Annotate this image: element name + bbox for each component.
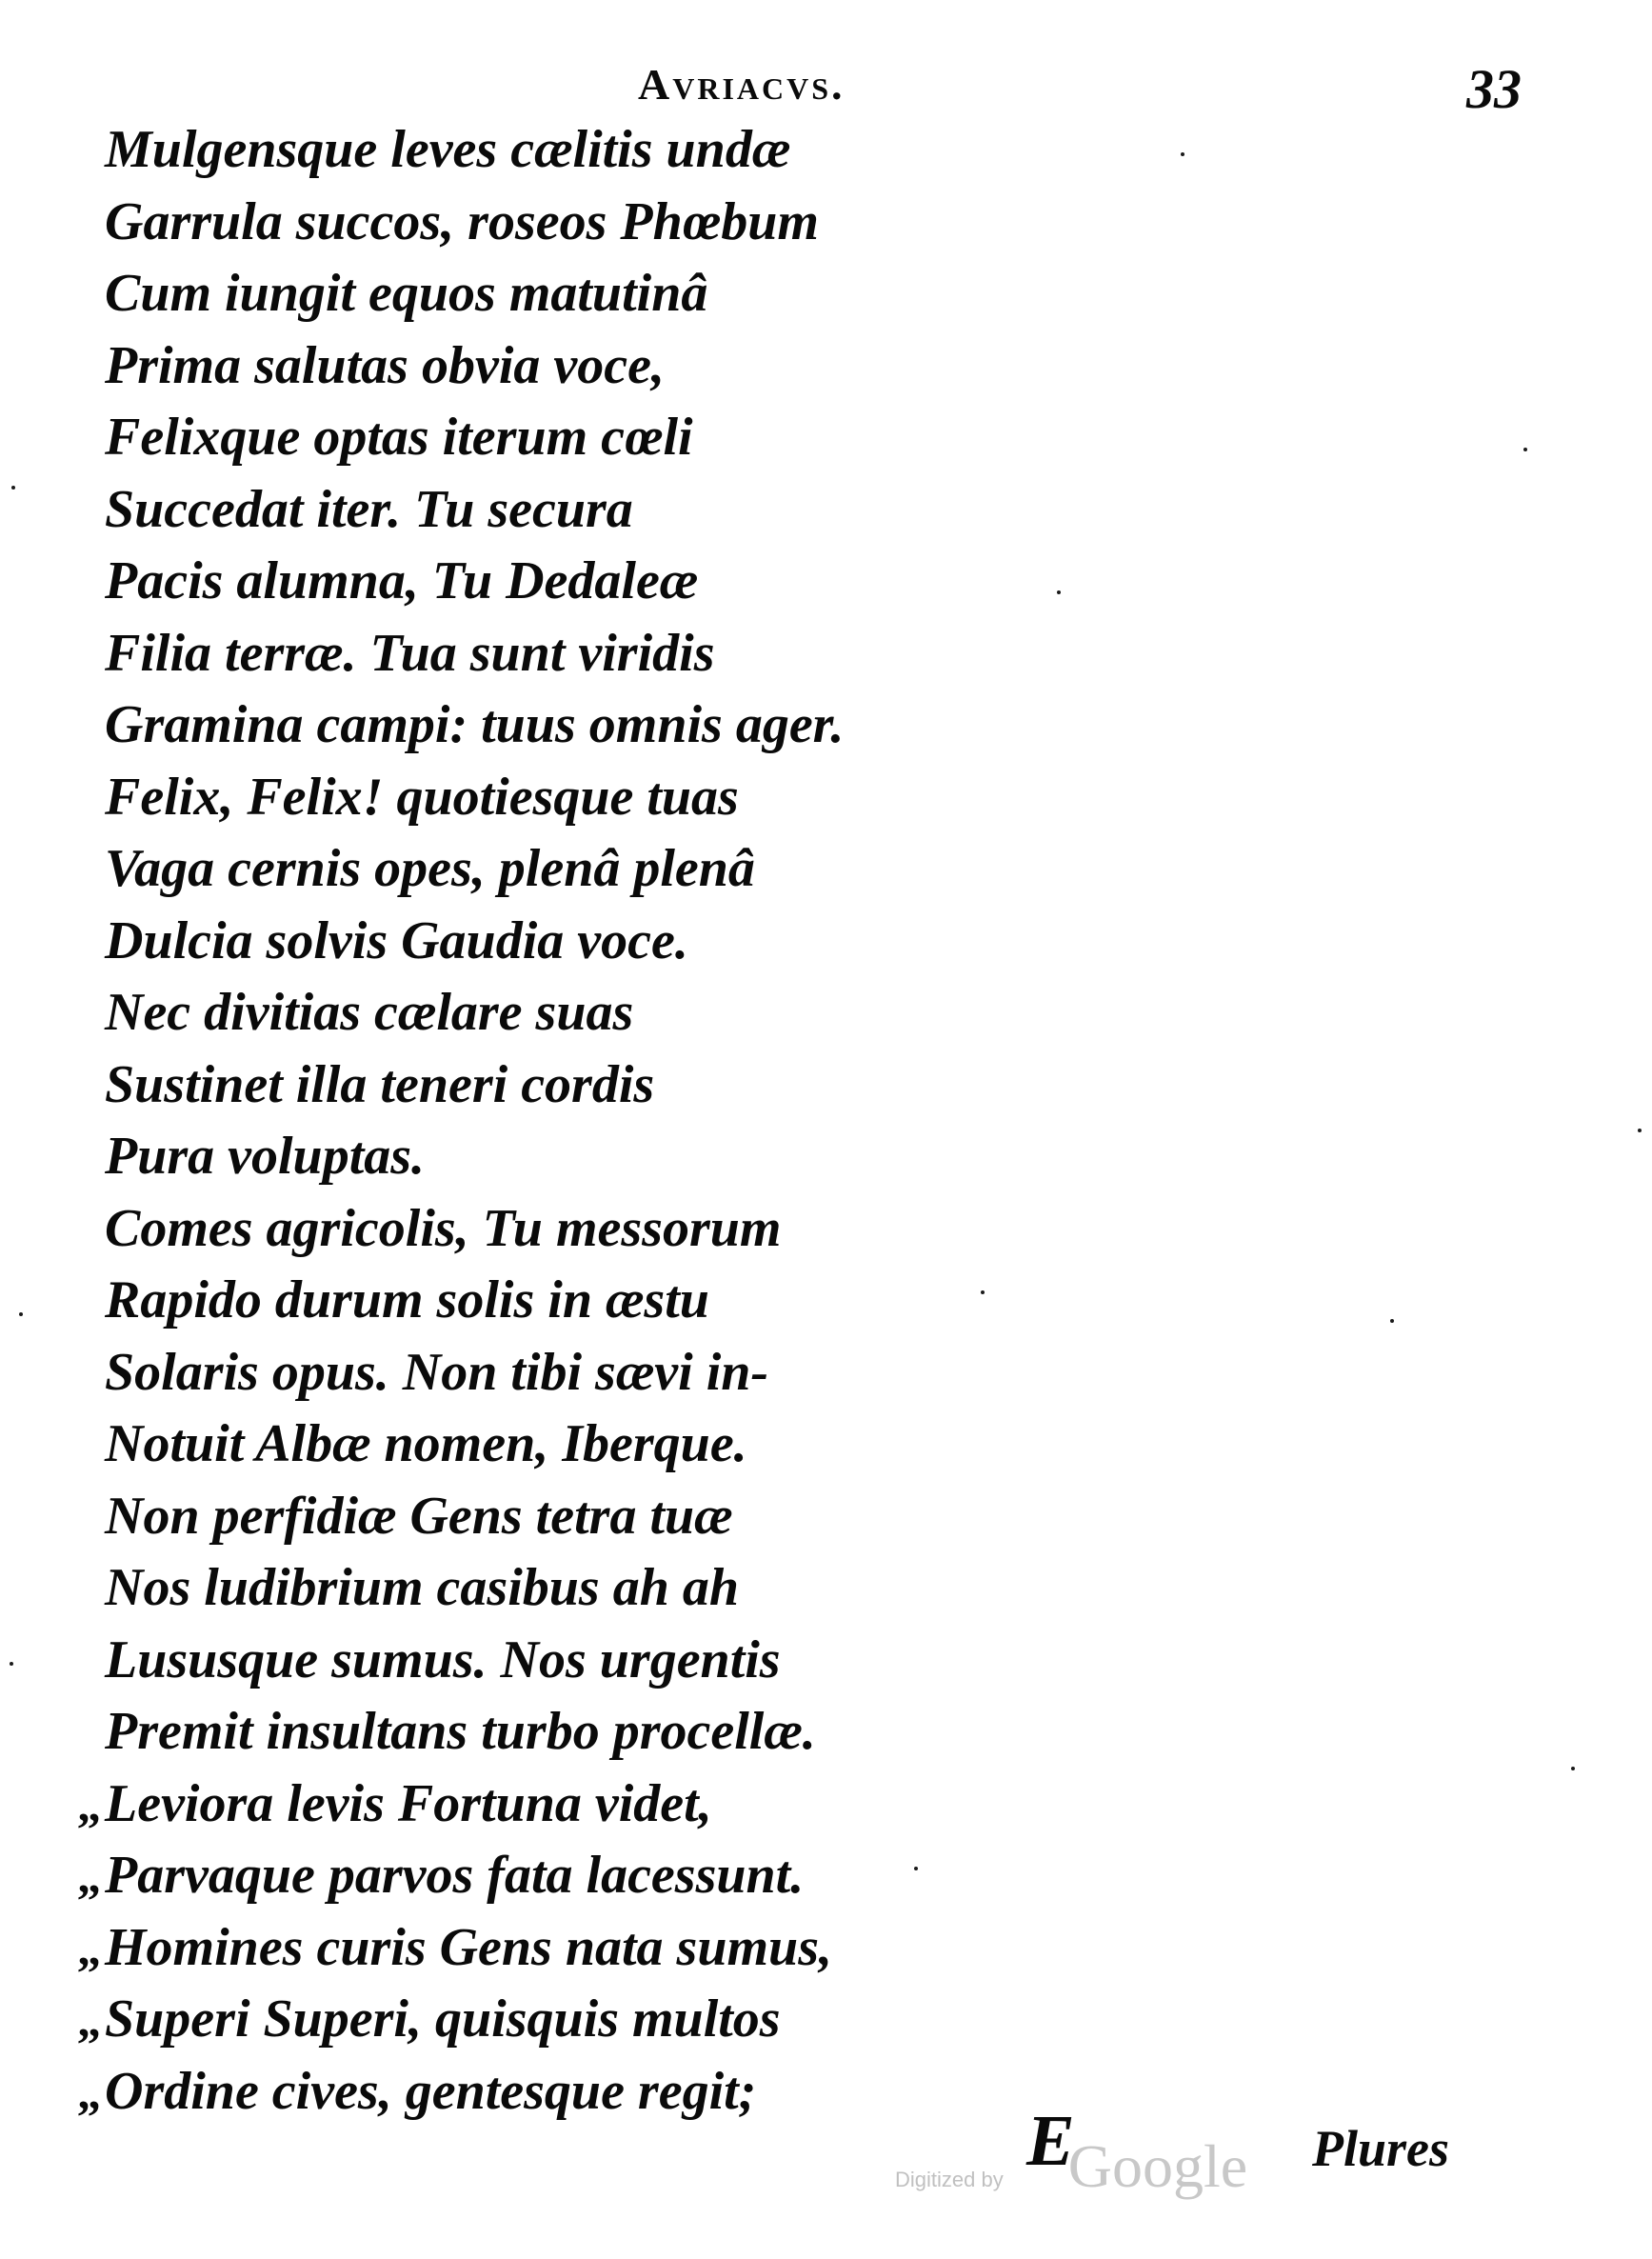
verse-line <box>105 906 962 978</box>
verse-line <box>105 258 962 330</box>
verse-text: Nos ludibrium casibus ah ah <box>105 1558 739 1617</box>
verse-text: Felix, Felix! quotiesque tuas <box>105 767 739 827</box>
verse-line <box>105 187 962 259</box>
verse-text: Homines curis Gens nata sumus, <box>105 1917 832 1977</box>
verse-text: Mulgensque leves cælitis undæ <box>105 120 791 179</box>
scan-speck <box>19 1312 23 1316</box>
signature-mark: E <box>1026 2101 1075 2181</box>
quote-mark: „ <box>77 2065 101 2119</box>
page-number: 33 <box>1466 58 1522 120</box>
verse-text: Comes agricolis, Tu messorum <box>105 1198 782 1258</box>
verse-line <box>77 2056 962 2129</box>
watermark-prefix: Digitized by <box>895 2168 1004 2191</box>
verse-block <box>77 114 962 2143</box>
scan-speck <box>1390 1319 1394 1323</box>
verse-line <box>77 1769 962 1841</box>
scan-speck <box>981 1290 985 1294</box>
verse-text: Pacis alumna, Tu Dedaleæ <box>105 551 699 610</box>
scan-speck <box>1571 1767 1575 1770</box>
verse-line <box>105 402 962 474</box>
verse-text: Filia terræ. Tua sunt viridis <box>105 623 715 683</box>
verse-text: Leviora levis Fortuna videt, <box>105 1773 712 1833</box>
verse-line <box>77 1840 962 1912</box>
verse-line <box>105 762 962 834</box>
scan-speck <box>1523 448 1527 451</box>
verse-text: Felixque optas iterum cœli <box>105 408 693 467</box>
verse-text: Nec divitias cælare suas <box>105 983 634 1042</box>
verse-line <box>105 618 962 690</box>
verse-text: Rapido durum solis in æstu <box>105 1270 709 1329</box>
quote-mark: „ <box>77 1921 101 1975</box>
quote-mark: „ <box>77 1849 101 1903</box>
verse-line <box>105 1337 962 1409</box>
quote-mark: „ <box>77 1777 101 1831</box>
verse-text: Superi Superi, quisquis multos <box>105 1989 781 2049</box>
verse-line <box>77 1912 962 1985</box>
verse-text: Parvaque parvos fata lacessunt. <box>105 1846 805 1905</box>
verse-text: Vaga cernis opes, plenâ plenâ <box>105 839 755 898</box>
scan-speck <box>1181 152 1184 156</box>
verse-line <box>105 1409 962 1481</box>
verse-text: Ordine cives, gentesque regit; <box>105 2061 757 2121</box>
verse-line <box>105 1050 962 1122</box>
verse-line <box>105 546 962 618</box>
verse-line <box>105 833 962 906</box>
verse-text: Lususque sumus. Nos urgentis <box>105 1629 781 1689</box>
verse-text: Sustinet illa teneri cordis <box>105 1054 655 1114</box>
scan-speck <box>10 1662 13 1666</box>
verse-line <box>105 1625 962 1697</box>
verse-line <box>105 1481 962 1553</box>
scan-speck <box>11 486 15 490</box>
verse-line <box>105 1193 962 1266</box>
verse-text: Solaris opus. Non tibi sævi in- <box>105 1342 769 1402</box>
verse-text: Premit insultans turbo procellæ. <box>105 1702 816 1761</box>
verse-text: Pura voluptas. <box>105 1127 426 1186</box>
verse-line <box>105 1121 962 1193</box>
running-title: Avriacvs. <box>638 60 846 109</box>
verse-text: Dulcia solvis Gaudia voce. <box>105 910 688 970</box>
verse-line <box>105 474 962 547</box>
verse-line <box>77 1984 962 2056</box>
verse-text: Succedat iter. Tu secura <box>105 479 633 539</box>
watermark-brand: Google <box>1067 2132 1248 2200</box>
verse-text: Gramina campi: tuus omnis ager. <box>105 695 845 754</box>
verse-line <box>105 114 962 187</box>
verse-line <box>105 1552 962 1625</box>
verse-line <box>105 977 962 1050</box>
quote-mark: „ <box>77 1993 101 2047</box>
verse-text: Non perfidiæ Gens tetra tuæ <box>105 1486 733 1546</box>
verse-text: Notuit Albæ nomen, Iberque. <box>105 1414 747 1473</box>
verse-text: Cum iungit equos matutinâ <box>105 264 708 323</box>
verse-line <box>105 1696 962 1769</box>
verse-line <box>105 330 962 403</box>
verse-text: Garrula succos, roseos Phœbum <box>105 191 819 251</box>
verse-text: Prima salutas obvia voce, <box>105 335 665 395</box>
verse-line <box>105 690 962 762</box>
scan-speck <box>1057 590 1061 594</box>
scan-speck <box>914 1867 918 1870</box>
catchword: Plures <box>1312 2120 1450 2177</box>
scan-speck <box>1638 1129 1642 1132</box>
verse-line <box>105 1265 962 1337</box>
